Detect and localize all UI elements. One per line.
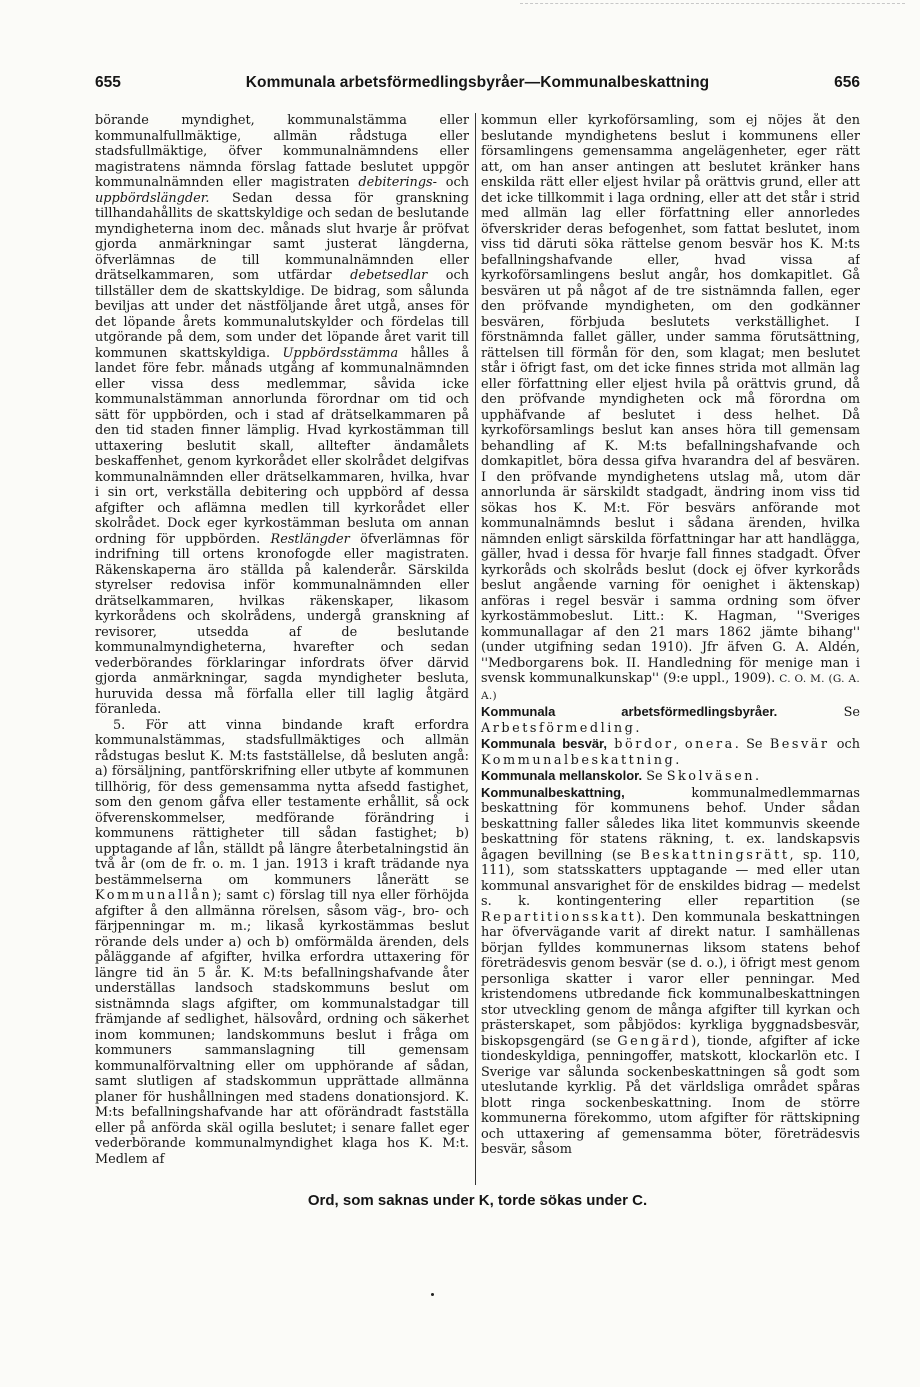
text-run: hålles å landet före febr. månads utgång af kommunalnämnden eller vissa dess medlemmar, såvida icke kommunalstämman annorlunda förordnar om tid och sätt för uppbörden, och i stad af drätselkammaren på den tid staden finner lämplig. Hvad kyrkostämman till uttaxering beslutit skall, alltefter ändamålets beskaffenhet, genom kyrkorådet eller skolrådet delgifvas kommunalnämnden eller drätselkammaren, hvilka, hvar i sin ort, verkställa debitering och uppbörd af dessa afgifter och aflämna medlen till kyrkorådet eller skolrådet. Dock eger kyrkostämman besluta om annan ordning för uppbörden. [95,345,469,547]
left-paragraph-1 [95,113,469,718]
text-run: ), tionde, afgifter af icke tiondeskyldiga, penningoffer, matskott, klockarlön etc. I Sverige var sålunda sockenbeskattningen så godt som uteslutande kyrklig. På det världsliga området spåras blott ringa sockenbeskattning. Inom de större kommunerna förekommo, utom afgifter för rättskipning och uttaxering af gemensamma böter, företrädesvis besvär, såsom [481,1033,860,1157]
left-column [95,113,469,1188]
page-number-left: 655 [95,74,121,91]
text-run: . [755,769,760,784]
italic-term: debetsedlar [350,268,428,283]
column-divider [475,113,476,1185]
right-column [481,113,860,1188]
left-paragraph-2 [95,718,469,1168]
cross-reference: Repartitionsskatt [481,909,637,925]
text-run: öfverlämnas för indrifning till ortens kronofogde eller magistraten. Räkenskaperna äro ställda på kalenderår. Särskilda styrelser redovisa inför kommunalnämnden eller drätselkammaren, hvilkas räkenskaper, likasom kyrkorådens och skolrådens, undergå granskning af revisorer, utsedda af de beslutande kommunalmyndigheterna, hvarefter och sedan vederbörandes förklaringar infordrats öfver därvid gjorda anmärkningar, sagda myndigheter besluta, huruvida dessa må förfalla eller till laglig åtgärd föranleda. [95,531,469,717]
text-run: ). Den kommunala beskattningen har öfvervägande varit af direkt natur. I samhällenas början fylldes kommunernas liksom statens behof företrädesvis genom besvär (se d. o.), i öfrigt mest genom personliga skatter i varor eller penningar. Med kristendomens utbredande fick kommunalbeskattningen stor utveckling genom de många afgifter till kyrkan och prästerskapet, som påbjödos: kyrkliga byggnadsbesvär, biskopsgengärd (se [481,909,860,1049]
entry-headword: Kommunalbeskattning, [481,784,625,800]
text-run: Se [646,769,663,784]
footer-note: Ord, som saknas under K, torde sökas under C. [307,1192,648,1209]
text-run: och [836,737,860,752]
text-run: . [635,720,640,736]
cross-reference: Arbetsförmedling [481,720,636,736]
cross-reference: Skolväsen [666,769,756,784]
text-run: och tillställer dem de skattskyldige. De bidrag, som sålunda beviljas att under det nästföljande året utgå, anses för det löpande årets kommunalutskylder och fördelas till utgörande på dem, som under det löpande året varit till kommunen skattskyldiga. [95,268,469,361]
author-signature: C. O. M. (G. A. A.) [481,673,860,702]
entry-besvar [481,736,860,768]
entry-headword: Kommunala besvär, [481,736,608,751]
page-header [95,70,860,94]
text-run: Se [843,705,860,720]
entry-headword: Kommunala mellanskolor. [481,768,643,783]
text-run: . [675,752,680,768]
italic-term: debiterings- [358,175,437,190]
text-run: och [445,175,469,190]
italic-term: Uppbördsstämma [282,345,399,361]
cross-reference: Besvär [769,737,830,752]
text-run: , [673,737,678,752]
cross-reference: Gengärd [617,1033,692,1049]
italic-term: uppbördslängder. [95,190,210,206]
right-paragraph-1 [481,113,860,704]
text-run: börande myndighet, kommunalstämma eller kommunalfullmäktige, allmän rådstuga eller stadsfullmäktige, öfver kommunalnämndens eller magistratens nämnda förslag fattade beslutet uppgör kommunalnämnden eller magistraten [95,113,469,190]
print-speck [431,1293,434,1296]
cross-reference: Kommunalbeskattning [481,752,676,768]
entry-arbetsformedlingsbyraer [481,704,860,736]
text-run: ); samt c) förslag till nya eller förhöjda afgifter å den allmänna rörelsen, såsom väg-, bro- och färjpenningar m. m.; likaså kyrkostämmas beslut rörande dels under a) och b) omförmälda ärenden, dels påläggande af afgifter, hvilka erfordra uttaxering för längre tid än 5 år. K. M:ts befallningshafvande åter underställas landsoch stadskommuns beslut om sistnämnda slags afgifter, om kommunalstadgar till främjande af sedlighet, hälsovård, ordning och säkerhet inom kommunen; landskommuns beslut i fråga om kommuners sammanslagning till gemensam kommunalförvaltning eller om upphörande af sådan, samt slutligen af stadskommun upprättade allmänna planer för hushållningen med stadens donationsjord. K. M:ts befallningshafvande har att oförändradt fastställa eller på anförda skäl ogilla beslutet; i senare fallet eger vederbörande kommunalmyndighet klaga hos K. M:t. Medlem af [95,888,469,1167]
entry-headword: Kommunala arbetsförmedlingsbyråer. [481,704,778,719]
text-run: Sedan dessa för granskning tillhandahållits de skattskyldige och sedan de beslutande myndigheterna inom dec. månads slut hvarje år pröfvat gjorda anmärkningar samt justerat längderna, öfverlämnas de till kommunalnämnden eller drätselkammaren, som utfärdar [95,190,469,283]
spaced-term: onera [684,737,735,752]
spaced-term: bördor [614,737,674,752]
running-title: Kommunala arbetsförmedlingsbyråer—Kommunalbeskattning [245,74,710,91]
entry-mellanskolor [481,768,860,785]
entry-kommunalbeskattning [481,785,860,1158]
text-run: , sp. 110, 111), som statsskatters upptagande — med eller utan kommunal ansvarighet för de enskildes bidrag — medelst s. k. kontingentering eller repartition (se [481,847,860,909]
scan-edge-line [520,3,905,4]
page-number-right: 656 [834,74,860,91]
text-run: 5. För att vinna bindande kraft erfordra kommunalstämmas, stadsfullmäktiges och allmän rådstugas beslut K. M:ts fastställelse, då besluten angå: a) försäljning, pantförskrifning eller utbyte af kommunen tillhörig, för dess gemensamma nytta afsedd fastighet, som den genom gåfva eller testamente erhållit, så ock öfverenskommelser, medförande förändring i kommunens rättigheter till sådan fastighet; b) upptagande af lån, ställdt på längre återbetalningstid än två år (om de fr. o. m. 1 jan. 1913 i kraft trädande nya bestämmelserna om kommuners lånerätt se [95,717,469,888]
cross-reference: Beskattningsrätt [640,847,790,863]
text-run: . Se [734,737,763,752]
italic-term: Restlängder [270,531,350,547]
cross-reference: Kommunallån [95,888,213,903]
text-run: kommunalmedlemmarnas beskattning för kommunens behof. Under sådan beskattning faller således lika litet kommunvis skeende beskattning för statens räkning, t. ex. landskapsvis ågagen bevillning (se [481,785,860,863]
text-run: kommun eller kyrkoförsamling, som ej nöjes åt den beslutande myndighetens beslut i kommunens eller församlingens gemensamma angelägenheter, eger rätt att, om han anser antingen att beslutet kränker hans enskilda rätt eller eljest hvilar på orättvis grund, eller att det icke tillkommit i laga ordning, eller att det står i strid med allmän lag eller författning eller annorledes öfverskrider deras befogenhet, som fattat beslutet, inom viss tid däruti söka rättelse genom besvär hos K. M:ts befallningshafvande eller, hvad vissa af kyrkoförsamlingens beslut angår, hos domkapitlet. Gå besvären ut på något af de tre sistnämnda fallen, eger den pröfvande myndigheten, om den godkänner besvären, förbjuda beslutets verkställighet. I förstnämnda fallet gäller, under samma förutsättning, rättelsen till förmån för den, som klagat; men beslutet står i öfrigt fast, om det icke finnes strida mot allmän lag eller författning eller eljest hvila på orättvis grund, då den pröfvande myndigheten ock må förordna om upphäfvande af beslutet i dess helhet. Då kyrkoförsamlings beslut kan anses höra till gemensam behandling af K. M:ts befallningshafvande och domkapitlet, böra dessa gifva hvarandra del af besvären. I den pröfvande myndighetens utslag må, utom där annorlunda är särskildt stadgadt, ändring inom viss tid sökas hos K. M:t. För besvärs anförande mot kommunalnämnds beslut i sådana ärenden, hvilka nämnden enligt särskilda författningar har att handlägga, gäller, hvad i dessa för hvarje fall finnes stadgadt. Öfver kyrkoråds och skolråds beslut (dock ej öfver kyrkoråds beslut angående varning för oenighet i äktenskap) anföras i regel besvär i samma ordning som öfver kyrkostämmobeslut. Litt.: K. Hagman, ''Sveriges kommunallagar af den 21 mars 1862 jämte bihang'' (under utgifning sedan 1910). Jfr äfven G. A. Aldén, ''Medborgarens bok. II. Handledning för menige man i svensk kommunalkunskap'' (9:e uppl., 1909). [481,113,860,686]
